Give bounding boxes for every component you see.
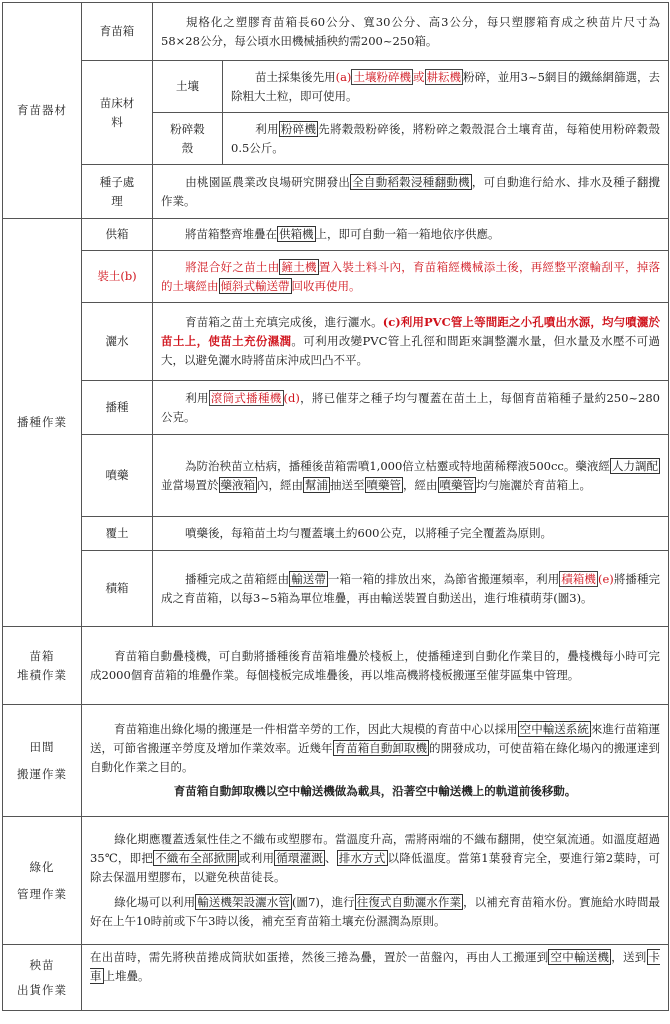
- item-label-supply: 供箱: [82, 219, 153, 251]
- section-label-shipping: 秧苗 出貨作業: [3, 945, 82, 1011]
- item-text-supply: 將苗箱整齊堆疊在 供箱機 上，即可自動一箱一箱地依序供應。: [153, 219, 669, 251]
- section-label-greening: 綠化 管理作業: [3, 817, 82, 945]
- item-label-seed-treat: 種子處 理: [82, 165, 153, 219]
- row-fill: [3, 251, 669, 303]
- section-label-transport: 田間 搬運作業: [3, 705, 82, 817]
- item-text-husk: 利用 粉碎機 先將穀殼粉碎後，將粉碎之穀殼混合土壤育苗，每箱使用粉碎穀殼0.5公斤。: [223, 113, 669, 165]
- item-label-stack: 積箱: [82, 551, 153, 627]
- section-label-box-stack: 苗箱 堆積作業: [3, 627, 82, 705]
- section-label-sowing: 播種作業: [3, 219, 82, 627]
- row-seed-treat: [3, 165, 669, 219]
- item-label-seed-box: 育苗箱: [82, 3, 153, 61]
- row-stack: [3, 551, 669, 627]
- item-text-seed-treat: 由桃園區農業改良場研究開發出 全自動稻穀浸種翻動機 ，可自動進行給水、排水及種子翻攪作業。: [153, 165, 669, 219]
- row-seeding: [3, 381, 669, 435]
- item-label-water: 灑水: [82, 303, 153, 381]
- item-text-water: 育苗箱之苗土充填完成後，進行灑水。(c)利用PVC管上等間距之小孔噴出水源，均勻噴灑於苗土上，使苗土充份濕潤。可利用改變PVC管上孔徑和間距來調整灑水量，但水量及水壓不可過大，以避免灑水時將苗床沖成凹凸不平。: [153, 303, 669, 381]
- row-greening: [3, 817, 669, 945]
- section-label-equipment: 育苗器材: [3, 3, 82, 219]
- row-transport: [3, 705, 669, 817]
- sub-label-soil: 土壤: [153, 61, 223, 113]
- row-bed-soil: [3, 61, 669, 113]
- sub-label-husk: 粉碎穀 殼: [153, 113, 223, 165]
- row-box-stack: [3, 627, 669, 705]
- section-text-greening: [82, 817, 669, 945]
- item-text-cover: 噴藥後，每箱苗土均勻覆蓋壤土約600公克，以將種子完全覆蓋為原則。: [153, 517, 669, 551]
- section-text-box-stack: 育苗箱自動疊棧機，可自動將播種後育苗箱堆疊於棧板上，使播種達到自動化作業目的，疊棧機每小時可完成2000個育苗箱的堆疊作業。每個棧板完成堆疊後，再以堆高機將棧板搬運至催芽區集中管理。: [82, 627, 669, 705]
- row-shipping: [3, 945, 669, 1011]
- item-label-seeding: 播種: [82, 381, 153, 435]
- item-text-seeding: 利用 滾筒式播種機 (d)，將已催芽之種子均勻覆蓋在苗土上，每個育苗箱種子量約250~280公克。: [153, 381, 669, 435]
- item-text-soil: 苗土採集後先用(a) 土壤粉碎機 或 耕耘機 粉碎，並用3~5網目的鐵絲網篩選，去除粗大土粒，即可使用。: [223, 61, 669, 113]
- section-text-transport: 育苗箱進出綠化場的搬運是一件相當辛勞的工作，因此大規模的育苗中心以採用 空中輸送系統 來進行苗箱運送，可節省搬運辛勞度及增加作業效率。近幾年 育苗箱自動卸取機 的開發成功，可使苗箱在綠化場內的搬運達到自動化作業之目的。 育苗箱自動卸取機以空中輸送機做為載具，沿著空中輸送機上的軌道前後移動。: [82, 705, 669, 817]
- section-text-shipping: 在出苗時，需先將秧苗捲成筒狀如蛋捲，然後三捲為疊，置於一苗盤內，再由人工搬運到 空中輸送機 ，送到 卡車 上堆疊。: [82, 945, 669, 1011]
- transport-bold-note: 育苗箱自動卸取機以空中輸送機做為載具，沿著空中輸送機上的軌道前後移動。: [173, 784, 577, 799]
- rice-seedling-process-table: [2, 2, 669, 1011]
- row-supply: [3, 219, 669, 251]
- row-spray: [3, 435, 669, 517]
- row-seed-box: [3, 3, 669, 61]
- item-text-fill: 將混合好之苗土由 鏟土機 置入裝土料斗內，育苗箱經機械添土後，再經整平滾輪刮平，掉落的土壤經由 傾斜式輸送帶 回收再使用。: [153, 251, 669, 303]
- row-cover: [3, 517, 669, 551]
- row-water: [3, 303, 669, 381]
- greening-paragraph-2: 綠化場可以利用 輸送機架設灑水管 (圖7)，進行 往復式自動灑水作業 ，以補充育苗箱水份。實施給水時間最好在上午10時前或下午3時以後，補充至育苗箱土壤充份濕潤為原則。: [90, 894, 661, 928]
- item-text-spray: 為防治秧苗立枯病，播種後苗箱需噴1,000倍立枯靈或特地菌稀釋液500cc。藥液經 人力調配並當場置於 藥液箱 內，經由 幫浦 抽送至 噴藥管 ，經由 噴藥管 均勻施灑於育苗箱上。: [153, 435, 669, 517]
- item-text-seed-box: 規格化之塑膠育苗箱長60公分、寬30公分、高3公分，每只塑膠箱育成之秧苗片尺寸為58×28公分，每公頃水田機械插秧約需200~250箱。: [153, 3, 669, 61]
- item-text-stack: 播種完成之苗箱經由 輸送帶 一箱一箱的排放出來，為節省搬運頻率，利用 積箱機 (e)將播種完成之育苗箱，以每3~5箱為單位堆疊，再由輸送裝置自動送出，進行堆積萌芽(圖3)。: [153, 551, 669, 627]
- greening-paragraph-1: 綠化期應覆蓋透氣性佳之不織布或塑膠布。當溫度升高，需將兩端的不織布翻開，使空氣流通。如溫度超過35℃，即把 不織布全部掀開 或利用 循環灌溉 、 排水方式 以降低溫度。當第1葉發育完全，要進行第2葉時，可除去保溫用塑膠布，以避免秧苗徒長。: [90, 832, 661, 885]
- item-label-spray: 噴藥: [82, 435, 153, 517]
- item-label-bed-material: 苗床材 料: [82, 61, 153, 165]
- item-label-fill: 裝土(b): [82, 251, 153, 303]
- item-label-cover: 覆土: [82, 517, 153, 551]
